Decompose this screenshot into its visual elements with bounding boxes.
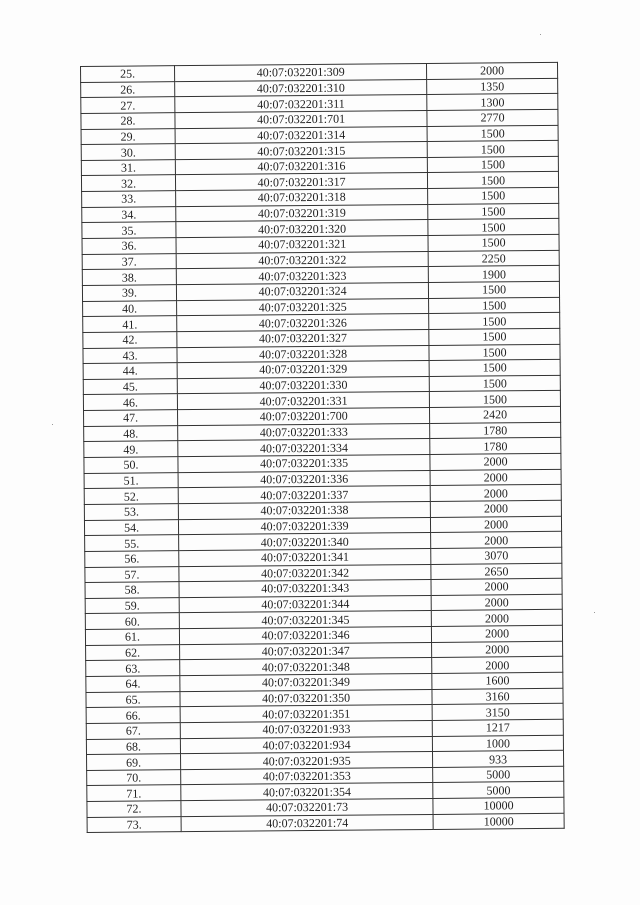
table-row	[87, 813, 564, 833]
row-number: 65.	[86, 691, 180, 707]
row-value: 5000	[433, 782, 564, 799]
row-value: 2000	[432, 657, 563, 674]
cadastral-number: 40:07:032201:318	[176, 189, 428, 207]
row-value: 2420	[430, 406, 561, 423]
row-number: 38.	[82, 269, 176, 285]
cadastral-number: 40:07:032201:310	[175, 79, 427, 97]
cadastral-number: 40:07:032201:324	[176, 282, 428, 300]
cadastral-number: 40:07:032201:74	[181, 814, 433, 832]
cadastral-number: 40:07:032201:337	[178, 486, 430, 504]
row-number: 46.	[83, 394, 177, 410]
row-value: 1500	[429, 313, 560, 330]
row-value: 2650	[431, 563, 562, 580]
row-number: 43.	[83, 347, 177, 363]
row-number: 58.	[85, 582, 179, 598]
cadastral-number: 40:07:032201:330	[177, 376, 429, 394]
cadastral-number: 40:07:032201:329	[177, 361, 429, 379]
cadastral-number: 40:07:032201:316	[175, 157, 427, 175]
row-number: 62.	[86, 644, 180, 660]
row-value: 3160	[432, 688, 563, 705]
scan-speck	[540, 34, 541, 35]
row-value: 1500	[429, 359, 560, 376]
row-number: 59.	[85, 597, 179, 613]
row-value: 1500	[430, 391, 561, 408]
row-value: 1350	[427, 78, 558, 95]
row-number: 47.	[84, 410, 178, 426]
row-number: 37.	[82, 253, 176, 269]
row-number: 29.	[81, 128, 175, 144]
row-value: 2000	[430, 469, 561, 486]
row-number: 42.	[83, 332, 177, 348]
row-value: 1500	[429, 281, 560, 298]
row-number: 64.	[86, 676, 180, 692]
cadastral-number: 40:07:032201:323	[176, 267, 428, 285]
row-number: 70.	[87, 769, 181, 785]
row-value: 1217	[432, 719, 563, 736]
row-value: 1600	[432, 672, 563, 689]
row-value: 1500	[427, 156, 558, 173]
row-value: 1500	[428, 203, 559, 220]
row-number: 53.	[84, 504, 178, 520]
row-number: 54.	[84, 519, 178, 535]
cadastral-number: 40:07:032201:349	[180, 673, 432, 691]
row-value: 2250	[428, 250, 559, 267]
row-number: 28.	[81, 113, 175, 129]
row-value: 933	[433, 750, 564, 767]
row-value: 10000	[433, 813, 564, 830]
row-number: 31.	[81, 160, 175, 176]
row-value: 2770	[427, 109, 558, 126]
row-value: 3070	[431, 547, 562, 564]
cadastral-number: 40:07:032201:314	[175, 126, 427, 144]
row-number: 25.	[81, 66, 175, 82]
cadastral-number: 40:07:032201:319	[176, 204, 428, 222]
cadastral-number: 40:07:032201:315	[175, 142, 427, 160]
row-number: 71.	[87, 785, 181, 801]
row-number: 63.	[86, 660, 180, 676]
row-value: 1780	[430, 438, 561, 455]
cadastral-number: 40:07:032201:325	[177, 298, 429, 316]
row-number: 61.	[85, 629, 179, 645]
cadastral-number: 40:07:032201:354	[181, 783, 433, 801]
row-value: 1500	[429, 375, 560, 392]
cadastral-number: 40:07:032201:347	[180, 642, 432, 660]
cadastral-number: 40:07:032201:934	[180, 736, 432, 754]
row-number: 36.	[82, 238, 176, 254]
cadastral-number: 40:07:032201:342	[179, 564, 431, 582]
cadastral-number: 40:07:032201:344	[179, 595, 431, 613]
row-number: 45.	[83, 378, 177, 394]
cadastral-number: 40:07:032201:341	[179, 548, 431, 566]
row-number: 33.	[82, 191, 176, 207]
cadastral-number: 40:07:032201:343	[179, 580, 431, 598]
row-number: 55.	[85, 535, 179, 551]
row-number: 52.	[84, 488, 178, 504]
cadastral-number: 40:07:032201:311	[175, 95, 427, 113]
table-body	[81, 62, 565, 833]
row-value: 2000	[431, 532, 562, 549]
row-value: 2000	[432, 641, 563, 658]
cadastral-number: 40:07:032201:317	[176, 173, 428, 191]
scan-speck	[594, 612, 595, 613]
row-number: 68.	[86, 738, 180, 754]
row-value: 3150	[432, 704, 563, 721]
row-value: 2000	[432, 625, 563, 642]
scan-speck	[52, 424, 53, 425]
row-value: 2000	[430, 453, 561, 470]
row-number: 50.	[84, 457, 178, 473]
cadastral-number: 40:07:032201:701	[175, 110, 427, 128]
row-number: 66.	[86, 707, 180, 723]
row-number: 48.	[84, 425, 178, 441]
row-value: 10000	[433, 797, 564, 814]
cadastral-table	[80, 62, 565, 834]
cadastral-number: 40:07:032201:321	[176, 236, 428, 254]
row-number: 72.	[87, 801, 181, 817]
row-number: 49.	[84, 441, 178, 457]
cadastral-number: 40:07:032201:326	[177, 314, 429, 332]
cadastral-number: 40:07:032201:331	[177, 392, 429, 410]
cadastral-number: 40:07:032201:933	[180, 720, 432, 738]
row-value: 1780	[430, 422, 561, 439]
row-number: 56.	[85, 551, 179, 567]
row-value: 1300	[427, 94, 558, 111]
row-value: 2000	[427, 62, 558, 79]
row-value: 2000	[431, 594, 562, 611]
cadastral-number: 40:07:032201:336	[178, 470, 430, 488]
cadastral-number: 40:07:032201:346	[179, 627, 431, 645]
row-number: 26.	[81, 81, 175, 97]
row-number: 51.	[84, 472, 178, 488]
row-number: 44.	[83, 363, 177, 379]
row-value: 2000	[431, 578, 562, 595]
row-number: 67.	[86, 723, 180, 739]
row-value: 1500	[428, 172, 559, 189]
cadastral-number: 40:07:032201:320	[176, 220, 428, 238]
row-number: 69.	[87, 754, 181, 770]
cadastral-number: 40:07:032201:700	[178, 408, 430, 426]
cadastral-number: 40:07:032201:348	[180, 658, 432, 676]
row-number: 34.	[82, 206, 176, 222]
cadastral-number: 40:07:032201:345	[179, 611, 431, 629]
row-value: 2000	[430, 500, 561, 517]
row-number: 41.	[83, 316, 177, 332]
cadastral-number: 40:07:032201:335	[178, 454, 430, 472]
cadastral-number: 40:07:032201:309	[175, 63, 427, 81]
cadastral-number: 40:07:032201:322	[176, 251, 428, 269]
cadastral-number: 40:07:032201:338	[178, 501, 430, 519]
cadastral-number: 40:07:032201:339	[179, 517, 431, 535]
row-value: 1000	[433, 735, 564, 752]
row-number: 35.	[82, 222, 176, 238]
cadastral-number: 40:07:032201:340	[179, 533, 431, 551]
row-number: 27.	[81, 97, 175, 113]
row-value: 2000	[431, 610, 562, 627]
row-number: 39.	[82, 285, 176, 301]
row-value: 2000	[430, 485, 561, 502]
cadastral-number: 40:07:032201:333	[178, 423, 430, 441]
row-number: 73.	[87, 816, 181, 832]
row-number: 40.	[83, 300, 177, 316]
row-value: 1900	[428, 266, 559, 283]
row-value: 1500	[429, 344, 560, 361]
row-value: 1500	[428, 234, 559, 251]
cadastral-number: 40:07:032201:353	[181, 767, 433, 785]
cadastral-number: 40:07:032201:328	[177, 345, 429, 363]
row-value: 1500	[429, 297, 560, 314]
cadastral-number: 40:07:032201:350	[180, 689, 432, 707]
row-number: 57.	[85, 566, 179, 582]
cadastral-number: 40:07:032201:327	[177, 329, 429, 347]
row-value: 5000	[433, 766, 564, 783]
row-number: 30.	[81, 144, 175, 160]
cadastral-number: 40:07:032201:351	[180, 705, 432, 723]
cadastral-number: 40:07:032201:73	[181, 799, 433, 817]
row-value: 1500	[427, 141, 558, 158]
row-value: 1500	[428, 187, 559, 204]
cadastral-number: 40:07:032201:334	[178, 439, 430, 457]
cadastral-number: 40:07:032201:935	[181, 752, 433, 770]
row-value: 1500	[428, 219, 559, 236]
row-value: 1500	[429, 328, 560, 345]
row-number: 60.	[85, 613, 179, 629]
row-value: 2000	[431, 516, 562, 533]
row-value: 1500	[427, 125, 558, 142]
row-number: 32.	[81, 175, 175, 191]
